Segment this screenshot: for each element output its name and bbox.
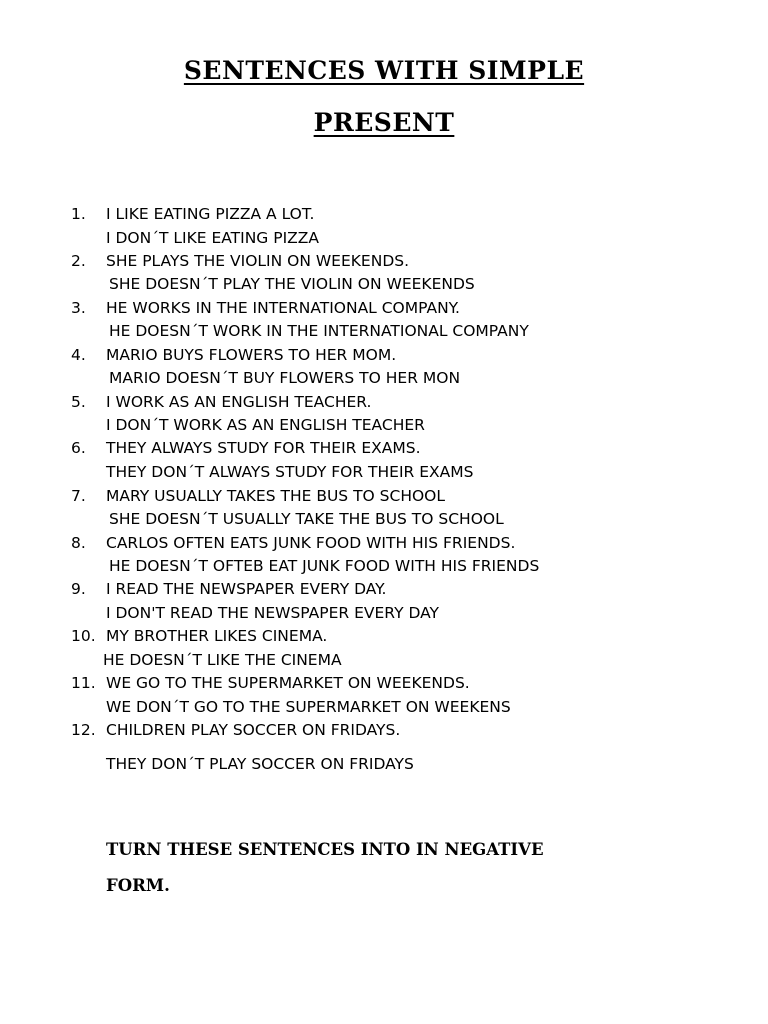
list-item-affirmative	[0, 532, 768, 555]
page-title-line-1: SENTENCES WITH SIMPLE	[183, 56, 585, 85]
list-item-negative	[0, 508, 768, 531]
list-item-negative	[0, 602, 768, 625]
item-number: 2.	[71, 252, 86, 270]
item-number: 10.	[71, 627, 96, 645]
page-title-line-2: PRESENT	[313, 108, 455, 137]
affirmative-sentence: I LIKE EATING PIZZA A LOT.	[106, 205, 315, 223]
item-number: 8.	[71, 534, 86, 552]
instruction-line-2: FORM.	[106, 876, 170, 895]
item-number: 4.	[71, 346, 86, 364]
negative-sentence: HE DOESN´T OFTEB EAT JUNK FOOD WITH HIS FRIENDS	[109, 557, 540, 575]
list-item-negative	[0, 273, 768, 296]
affirmative-sentence: MARIO BUYS FLOWERS TO HER MOM.	[106, 346, 397, 364]
instruction-line-1: TURN THESE SENTENCES INTO IN NEGATIVE	[106, 840, 544, 859]
negative-sentence: HE DOESN´T WORK IN THE INTERNATIONAL COMPANY	[109, 322, 529, 340]
negative-sentence: THEY DON´T PLAY SOCCER ON FRIDAYS	[106, 755, 414, 773]
list-item-negative	[0, 555, 768, 578]
list-item-affirmative	[0, 719, 768, 742]
list-item-negative	[0, 649, 768, 672]
list-item-negative	[0, 753, 768, 776]
item-number: 7.	[71, 487, 86, 505]
negative-sentence: I DON'T READ THE NEWSPAPER EVERY DAY	[106, 604, 440, 622]
list-item-affirmative	[0, 344, 768, 367]
list-item-negative	[0, 461, 768, 484]
list-item-negative	[0, 227, 768, 250]
affirmative-sentence: MARY USUALLY TAKES THE BUS TO SCHOOL	[106, 487, 446, 505]
item-number: 1.	[71, 205, 86, 223]
affirmative-sentence: I READ THE NEWSPAPER EVERY DAY.	[106, 580, 387, 598]
list-item-affirmative	[0, 297, 768, 320]
item-number: 5.	[71, 393, 86, 411]
negative-sentence: SHE DOESN´T PLAY THE VIOLIN ON WEEKENDS	[109, 275, 475, 293]
list-item-negative	[0, 696, 768, 719]
list-item-affirmative	[0, 203, 768, 226]
affirmative-sentence: I WORK AS AN ENGLISH TEACHER.	[106, 393, 372, 411]
list-item-affirmative	[0, 672, 768, 695]
negative-sentence: I DON´T LIKE EATING PIZZA	[106, 229, 319, 247]
item-number: 12.	[71, 721, 96, 739]
list-item-negative	[0, 320, 768, 343]
item-number: 11.	[71, 674, 96, 692]
list-item-affirmative	[0, 578, 768, 601]
list-item-negative	[0, 414, 768, 437]
list-item-affirmative	[0, 437, 768, 460]
affirmative-sentence: CHILDREN PLAY SOCCER ON FRIDAYS.	[106, 721, 401, 739]
affirmative-sentence: THEY ALWAYS STUDY FOR THEIR EXAMS.	[106, 439, 421, 457]
list-item-affirmative	[0, 625, 768, 648]
item-number: 3.	[71, 299, 86, 317]
negative-sentence: THEY DON´T ALWAYS STUDY FOR THEIR EXAMS	[106, 463, 474, 481]
affirmative-sentence: MY BROTHER LIKES CINEMA.	[106, 627, 328, 645]
negative-sentence: WE DON´T GO TO THE SUPERMARKET ON WEEKENS	[106, 698, 511, 716]
list-item-affirmative	[0, 250, 768, 273]
affirmative-sentence: CARLOS OFTEN EATS JUNK FOOD WITH HIS FRIENDS.	[106, 534, 516, 552]
list-item-negative	[0, 367, 768, 390]
list-item-affirmative	[0, 391, 768, 414]
negative-sentence: MARIO DOESN´T BUY FLOWERS TO HER MON	[109, 369, 461, 387]
affirmative-sentence: WE GO TO THE SUPERMARKET ON WEEKENDS.	[106, 674, 470, 692]
affirmative-sentence: SHE PLAYS THE VIOLIN ON WEEKENDS.	[106, 252, 410, 270]
affirmative-sentence: HE WORKS IN THE INTERNATIONAL COMPANY.	[106, 299, 460, 317]
item-number: 9.	[71, 580, 86, 598]
list-item-affirmative	[0, 485, 768, 508]
negative-sentence: SHE DOESN´T USUALLY TAKE THE BUS TO SCHOOL	[109, 510, 504, 528]
item-number: 6.	[71, 439, 86, 457]
negative-sentence: I DON´T WORK AS AN ENGLISH TEACHER	[106, 416, 425, 434]
negative-sentence: HE DOESN´T LIKE THE CINEMA	[103, 651, 342, 669]
